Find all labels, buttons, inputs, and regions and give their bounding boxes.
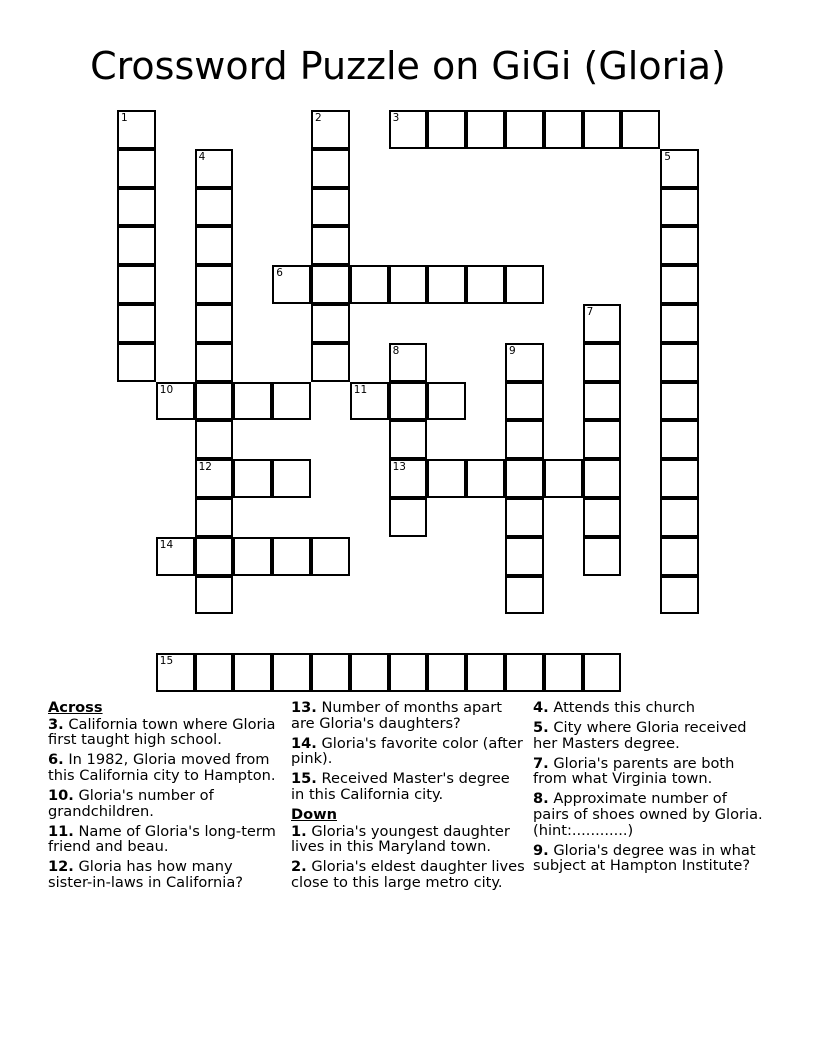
clue-number: 11. <box>48 822 74 840</box>
grid-cell[interactable] <box>505 265 544 304</box>
grid-cell[interactable] <box>583 304 622 343</box>
cell-number: 3 <box>392 112 400 124</box>
grid-cell[interactable] <box>311 537 350 576</box>
clue-text: Gloria's parents are both from what Virginia town. <box>533 754 735 788</box>
grid-cell[interactable] <box>389 110 428 149</box>
grid-cell[interactable] <box>272 382 311 421</box>
clue-number: 3. <box>48 715 64 733</box>
clue-across-14 <box>291 736 527 767</box>
grid-cell[interactable] <box>195 226 234 265</box>
clue-text: Number of months apart are Gloria's daughters? <box>291 699 502 732</box>
clues-column-1 <box>48 700 280 895</box>
clue-text: Approximate number of pairs of shoes owned by Gloria. (hint:............) <box>533 790 763 839</box>
grid-cell[interactable] <box>427 265 466 304</box>
grid-cell[interactable] <box>505 653 544 692</box>
grid-cell[interactable] <box>233 459 272 498</box>
grid-cell[interactable] <box>505 110 544 149</box>
cell-number: 12 <box>198 461 212 474</box>
grid-cell[interactable] <box>583 110 622 149</box>
grid-cell[interactable] <box>311 226 350 265</box>
grid-cell[interactable] <box>544 459 583 498</box>
grid-cell[interactable] <box>427 459 466 498</box>
grid-cell[interactable] <box>311 188 350 227</box>
grid-cell[interactable] <box>117 265 156 304</box>
grid-cell[interactable] <box>583 653 622 692</box>
grid-cell[interactable] <box>583 459 622 498</box>
clue-text: Gloria's favorite color (after pink). <box>291 734 523 768</box>
grid-cell[interactable] <box>272 537 311 576</box>
grid-cell[interactable] <box>505 498 544 537</box>
down-heading: Down <box>291 806 338 824</box>
grid-cell[interactable] <box>466 459 505 498</box>
grid-cell[interactable] <box>505 382 544 421</box>
grid-cell[interactable] <box>195 459 234 498</box>
grid-cell[interactable] <box>117 149 156 188</box>
clue-number: 8. <box>533 790 549 808</box>
cell-number: 14 <box>159 538 174 551</box>
clue-number: 14. <box>291 734 317 752</box>
grid-cell[interactable] <box>117 110 156 149</box>
grid-cell[interactable] <box>583 343 622 382</box>
grid-cell[interactable] <box>195 498 234 537</box>
clue-down-5 <box>533 720 763 751</box>
clue-number: 5. <box>533 719 549 737</box>
clue-across-15 <box>291 771 527 802</box>
clue-number: 2. <box>291 858 307 876</box>
grid-cell[interactable] <box>233 653 272 692</box>
grid-cell[interactable] <box>660 188 699 227</box>
grid-cell[interactable] <box>660 149 699 188</box>
clue-across-12 <box>48 859 280 890</box>
across-heading: Across <box>48 699 103 716</box>
grid-cell[interactable] <box>117 226 156 265</box>
grid-cell[interactable] <box>195 576 234 615</box>
grid-cell[interactable] <box>156 382 195 421</box>
grid-cell[interactable] <box>272 459 311 498</box>
clue-down-7 <box>533 756 763 787</box>
grid-cell[interactable] <box>427 382 466 421</box>
cell-number: 9 <box>509 344 516 357</box>
grid-cell[interactable] <box>195 304 234 343</box>
grid-cell[interactable] <box>311 265 350 304</box>
cell-number: 8 <box>392 344 400 357</box>
clue-text: Gloria's degree was in what subject at Hampton Institute? <box>533 841 756 875</box>
grid-cell[interactable] <box>311 110 350 149</box>
grid-cell[interactable] <box>233 382 272 421</box>
grid-cell[interactable] <box>621 110 660 149</box>
clue-text: In 1982, Gloria moved from this California city to Hampton. <box>48 751 276 784</box>
clue-down-9 <box>533 843 763 874</box>
clue-number: 15. <box>291 770 317 788</box>
grid-cell[interactable] <box>389 459 428 498</box>
clue-across-6 <box>48 752 280 783</box>
grid-cell[interactable] <box>505 576 544 615</box>
grid-cell[interactable] <box>544 110 583 149</box>
grid-cell[interactable] <box>311 304 350 343</box>
clue-text: Attends this church <box>548 699 695 716</box>
grid-cell[interactable] <box>117 343 156 382</box>
clue-text: Gloria has how many sister-in-laws in California? <box>48 858 244 891</box>
grid-cell[interactable] <box>505 420 544 459</box>
grid-cell[interactable] <box>156 653 195 692</box>
grid-cell[interactable] <box>195 382 234 421</box>
grid-cell[interactable] <box>660 382 699 421</box>
clue-text: Gloria's youngest daughter lives in this Maryland town. <box>291 822 510 856</box>
grid-cell[interactable] <box>389 343 428 382</box>
clue-text: California town where Gloria first taught high school. <box>48 715 276 749</box>
grid-cell[interactable] <box>660 226 699 265</box>
cell-number: 15 <box>159 655 174 668</box>
clue-number: 12. <box>48 858 74 876</box>
clue-number: 4. <box>533 699 549 716</box>
grid-cell[interactable] <box>660 304 699 343</box>
clue-text: Name of Gloria's long-term friend and beau. <box>48 822 276 856</box>
cell-number: 2 <box>315 112 322 124</box>
grid-cell[interactable] <box>389 653 428 692</box>
clue-text: Gloria's number of grandchildren. <box>48 786 214 820</box>
grid-cell[interactable] <box>505 459 544 498</box>
grid-cell[interactable] <box>660 459 699 498</box>
grid-cell[interactable] <box>427 653 466 692</box>
clue-down-4 <box>533 700 763 716</box>
grid-cell[interactable] <box>311 149 350 188</box>
page-title: Crossword Puzzle on GiGi (Gloria) <box>90 44 726 88</box>
clue-text: Gloria's eldest daughter lives close to this large metro city. <box>291 858 525 891</box>
grid-cell[interactable] <box>660 498 699 537</box>
grid-cell[interactable] <box>195 265 234 304</box>
grid-cell[interactable] <box>505 343 544 382</box>
grid-cell[interactable] <box>233 537 272 576</box>
grid-cell[interactable] <box>195 188 234 227</box>
clues-column-3 <box>533 700 763 878</box>
clues-column-2 <box>291 700 527 895</box>
clue-across-10 <box>48 788 280 819</box>
grid-cell[interactable] <box>660 265 699 304</box>
grid-cell[interactable] <box>389 498 428 537</box>
grid-cell[interactable] <box>195 149 234 188</box>
grid-cell[interactable] <box>583 537 622 576</box>
clue-down-8 <box>533 791 763 838</box>
clue-across-13 <box>291 700 527 731</box>
grid-cell[interactable] <box>272 265 311 304</box>
grid-cell[interactable] <box>660 537 699 576</box>
grid-cell[interactable] <box>272 653 311 692</box>
cell-number: 10 <box>159 383 174 396</box>
clue-number: 1. <box>291 822 307 840</box>
grid-cell[interactable] <box>117 304 156 343</box>
cell-number: 13 <box>392 461 406 474</box>
clue-number: 9. <box>533 841 549 859</box>
grid-cell[interactable] <box>466 110 505 149</box>
grid-cell[interactable] <box>660 343 699 382</box>
cell-number: 4 <box>198 150 206 163</box>
clue-number: 7. <box>533 754 549 772</box>
grid-cell[interactable] <box>156 537 195 576</box>
cell-number: 6 <box>276 267 283 280</box>
grid-cell[interactable] <box>195 420 234 459</box>
grid-cell[interactable] <box>311 343 350 382</box>
clue-down-1 <box>291 824 527 855</box>
grid-cell[interactable] <box>583 420 622 459</box>
cell-number: 1 <box>121 112 128 124</box>
clue-text: Received Master's degree in this California city. <box>291 770 510 803</box>
clue-across-3 <box>48 717 280 748</box>
grid-cell[interactable] <box>427 110 466 149</box>
grid-cell[interactable] <box>195 343 234 382</box>
clue-text: City where Gloria received her Masters degree. <box>533 719 747 752</box>
grid-cell[interactable] <box>466 653 505 692</box>
grid-cell[interactable] <box>117 188 156 227</box>
clue-down-2 <box>291 859 527 890</box>
grid-cell[interactable] <box>389 265 428 304</box>
grid-cell[interactable] <box>583 498 622 537</box>
clue-number: 10. <box>48 786 74 804</box>
grid-cell[interactable] <box>195 653 234 692</box>
grid-cell[interactable] <box>311 653 350 692</box>
grid-cell[interactable] <box>350 382 389 421</box>
grid-cell[interactable] <box>389 420 428 459</box>
grid-cell[interactable] <box>583 382 622 421</box>
grid-cell[interactable] <box>660 420 699 459</box>
clue-across-11 <box>48 824 280 855</box>
cell-number: 11 <box>353 383 368 396</box>
clue-number: 13. <box>291 699 317 716</box>
grid-cell[interactable] <box>660 576 699 615</box>
grid-cell[interactable] <box>505 537 544 576</box>
grid-cell[interactable] <box>350 653 389 692</box>
cell-number: 5 <box>664 150 671 163</box>
grid-cell[interactable] <box>350 265 389 304</box>
grid-cell[interactable] <box>195 537 234 576</box>
clue-number: 6. <box>48 751 64 769</box>
grid-cell[interactable] <box>389 382 428 421</box>
cell-number: 7 <box>586 306 594 318</box>
grid-cell[interactable] <box>544 653 583 692</box>
grid-cell[interactable] <box>466 265 505 304</box>
